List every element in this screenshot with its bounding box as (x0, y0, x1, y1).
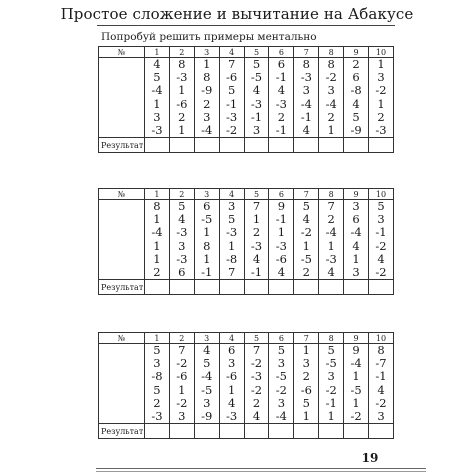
number-cell: 4 (269, 84, 294, 97)
number-cell: 2 (344, 58, 369, 72)
number-row (99, 124, 394, 138)
number-cell: 2 (145, 397, 170, 410)
number-cell: -3 (244, 240, 269, 253)
instruction-text: Попробуй решить примеры ментально (101, 31, 317, 43)
result-label: Результат (99, 424, 145, 439)
result-answer-cell[interactable] (319, 424, 344, 439)
column-number: 9 (344, 47, 369, 58)
number-cell: 2 (294, 370, 319, 383)
number-cell: -1 (369, 226, 394, 239)
number-cell: -8 (145, 370, 170, 383)
column-number: 8 (319, 333, 344, 344)
number-cell: 6 (194, 200, 219, 214)
number-cell: 3 (294, 84, 319, 97)
number-cell: 1 (169, 84, 194, 97)
page-title: Простое сложение и вычитание на Абакусе (60, 5, 414, 23)
number-cell: 4 (145, 58, 170, 72)
number-cell: 4 (344, 98, 369, 111)
result-answer-cell[interactable] (219, 138, 244, 153)
number-cell: -7 (369, 357, 394, 370)
result-answer-cell[interactable] (344, 280, 369, 295)
number-cell: 3 (219, 200, 244, 214)
title-underline (97, 25, 395, 26)
number-cell: 3 (169, 240, 194, 253)
number-cell: 4 (194, 344, 219, 358)
number-cell: 5 (269, 344, 294, 358)
number-row (99, 226, 394, 239)
page-number: 19 (361, 451, 379, 465)
number-cell: -5 (244, 71, 269, 84)
result-label: Результат (99, 138, 145, 153)
number-cell: 1 (294, 344, 319, 358)
number-row (99, 410, 394, 424)
result-answer-cell[interactable] (344, 424, 369, 439)
row-label-cell (99, 266, 145, 280)
number-cell: -1 (244, 266, 269, 280)
number-cell: 6 (344, 213, 369, 226)
number-cell: 1 (319, 240, 344, 253)
result-answer-cell[interactable] (145, 424, 170, 439)
number-cell: 2 (145, 266, 170, 280)
number-cell: -2 (319, 71, 344, 84)
number-cell: -2 (169, 357, 194, 370)
number-cell: -3 (269, 98, 294, 111)
number-cell: 1 (319, 410, 344, 424)
result-answer-cell[interactable] (219, 424, 244, 439)
result-answer-cell[interactable] (194, 138, 219, 153)
number-cell: -1 (244, 111, 269, 124)
number-cell: -3 (169, 226, 194, 239)
number-cell: 9 (344, 344, 369, 358)
result-answer-cell[interactable] (145, 138, 170, 153)
number-row (99, 111, 394, 124)
column-number: 6 (269, 189, 294, 200)
number-cell: 4 (244, 84, 269, 97)
number-cell: -1 (319, 397, 344, 410)
number-cell: -9 (194, 84, 219, 97)
number-cell: -2 (369, 266, 394, 280)
number-cell: -3 (145, 410, 170, 424)
column-number: 1 (145, 47, 170, 58)
number-cell: 5 (344, 111, 369, 124)
result-answer-cell[interactable] (344, 138, 369, 153)
number-cell: 4 (244, 253, 269, 266)
number-cell: 4 (219, 397, 244, 410)
number-cell: -3 (244, 370, 269, 383)
number-cell: 5 (145, 71, 170, 84)
number-cell: 2 (169, 111, 194, 124)
number-cell: 5 (219, 213, 244, 226)
column-number: 4 (219, 189, 244, 200)
number-cell: 3 (145, 111, 170, 124)
result-answer-cell[interactable] (145, 280, 170, 295)
number-cell: 2 (244, 226, 269, 239)
column-number: 9 (344, 333, 369, 344)
number-cell: -2 (219, 124, 244, 138)
result-row (99, 280, 394, 295)
number-cell: 5 (219, 84, 244, 97)
row-label-cell (99, 213, 145, 226)
number-cell: 1 (219, 240, 244, 253)
number-cell: 7 (244, 344, 269, 358)
number-cell: 8 (319, 58, 344, 72)
number-cell: 8 (194, 71, 219, 84)
result-answer-cell[interactable] (194, 280, 219, 295)
number-row (99, 357, 394, 370)
number-cell: 1 (194, 253, 219, 266)
column-number: 2 (169, 47, 194, 58)
number-cell: -6 (219, 71, 244, 84)
number-cell: -4 (319, 98, 344, 111)
number-cell: 3 (369, 213, 394, 226)
number-cell: 3 (369, 410, 394, 424)
number-cell: 3 (319, 370, 344, 383)
result-answer-cell[interactable] (319, 138, 344, 153)
number-cell: 3 (269, 397, 294, 410)
result-answer-cell[interactable] (294, 280, 319, 295)
number-cell: 8 (194, 240, 219, 253)
number-cell: -9 (194, 410, 219, 424)
number-cell: 2 (194, 98, 219, 111)
row-label-cell (99, 71, 145, 84)
column-number: 1 (145, 333, 170, 344)
column-number: 6 (269, 333, 294, 344)
column-number: 7 (294, 333, 319, 344)
number-cell: -6 (219, 370, 244, 383)
row-label-cell (99, 384, 145, 397)
number-cell: -3 (169, 253, 194, 266)
number-cell: -4 (344, 226, 369, 239)
number-cell: -5 (294, 253, 319, 266)
number-row (99, 344, 394, 358)
result-row (99, 424, 394, 439)
number-cell: 1 (244, 213, 269, 226)
number-cell: -3 (219, 111, 244, 124)
number-sign-header: № (99, 189, 145, 200)
result-answer-cell[interactable] (294, 138, 319, 153)
number-cell: -6 (169, 98, 194, 111)
number-cell: 3 (344, 266, 369, 280)
number-cell: 1 (369, 98, 394, 111)
row-label-cell (99, 370, 145, 383)
number-cell: 6 (344, 71, 369, 84)
number-cell: 4 (294, 124, 319, 138)
number-row (99, 384, 394, 397)
number-cell: 5 (294, 200, 319, 214)
number-cell: -9 (344, 124, 369, 138)
footer-rule (96, 468, 426, 469)
number-cell: 3 (319, 84, 344, 97)
number-cell: -2 (294, 226, 319, 239)
number-cell: 4 (269, 266, 294, 280)
column-number: 3 (194, 47, 219, 58)
number-row (99, 71, 394, 84)
number-cell: 3 (369, 71, 394, 84)
number-row (99, 397, 394, 410)
number-cell: 1 (145, 240, 170, 253)
number-cell: -5 (319, 357, 344, 370)
column-number: 10 (369, 47, 394, 58)
number-cell: -6 (169, 370, 194, 383)
number-cell: 3 (269, 357, 294, 370)
number-row (99, 98, 394, 111)
column-number: 4 (219, 47, 244, 58)
number-cell: 1 (145, 253, 170, 266)
number-cell: 6 (169, 266, 194, 280)
result-answer-cell[interactable] (169, 424, 194, 439)
column-number: 7 (294, 189, 319, 200)
row-label-cell (99, 124, 145, 138)
number-cell: -5 (194, 213, 219, 226)
number-cell: -1 (269, 213, 294, 226)
number-row (99, 84, 394, 97)
exercise-table-3 (98, 332, 394, 439)
number-cell: -3 (169, 71, 194, 84)
number-cell: -3 (244, 98, 269, 111)
number-cell: 1 (294, 410, 319, 424)
row-label-cell (99, 98, 145, 111)
result-answer-cell[interactable] (294, 424, 319, 439)
column-number: 3 (194, 333, 219, 344)
number-cell: 7 (244, 200, 269, 214)
result-answer-cell[interactable] (169, 280, 194, 295)
column-number: 2 (169, 333, 194, 344)
column-number: 9 (344, 189, 369, 200)
number-row (99, 266, 394, 280)
header-row (99, 333, 394, 344)
number-cell: 5 (194, 357, 219, 370)
number-cell: -4 (344, 357, 369, 370)
row-label-cell (99, 344, 145, 358)
row-label-cell (99, 397, 145, 410)
footer-rule-secondary (96, 471, 426, 472)
column-number: 3 (194, 189, 219, 200)
result-answer-cell[interactable] (269, 280, 294, 295)
number-cell: 5 (145, 384, 170, 397)
number-cell: -1 (219, 98, 244, 111)
result-answer-cell[interactable] (244, 280, 269, 295)
number-cell: -2 (319, 384, 344, 397)
number-cell: 3 (145, 357, 170, 370)
number-cell: 1 (269, 226, 294, 239)
number-cell: 1 (169, 384, 194, 397)
number-row (99, 213, 394, 226)
number-cell: 7 (219, 266, 244, 280)
result-answer-cell[interactable] (369, 424, 394, 439)
number-cell: 1 (145, 213, 170, 226)
result-answer-cell[interactable] (269, 138, 294, 153)
number-cell: 3 (294, 357, 319, 370)
number-cell: 3 (194, 111, 219, 124)
number-cell: -4 (294, 98, 319, 111)
number-cell: 5 (369, 200, 394, 214)
number-cell: 5 (169, 200, 194, 214)
number-cell: -2 (169, 397, 194, 410)
header-row (99, 47, 394, 58)
number-cell: -1 (269, 71, 294, 84)
number-cell: 1 (294, 240, 319, 253)
exercise-table-2 (98, 188, 394, 295)
number-sign-header: № (99, 47, 145, 58)
number-cell: 1 (344, 253, 369, 266)
number-cell: 3 (169, 410, 194, 424)
number-cell: -3 (219, 410, 244, 424)
number-cell: 1 (169, 124, 194, 138)
column-number: 10 (369, 333, 394, 344)
number-cell: -3 (369, 124, 394, 138)
number-cell: -8 (219, 253, 244, 266)
number-cell: 4 (244, 410, 269, 424)
number-sign-header: № (99, 333, 145, 344)
number-cell: -5 (269, 370, 294, 383)
number-cell: 7 (219, 58, 244, 72)
number-cell: -1 (269, 124, 294, 138)
number-cell: -2 (369, 397, 394, 410)
row-label-cell (99, 357, 145, 370)
number-cell: -4 (269, 410, 294, 424)
number-row (99, 58, 394, 72)
row-label-cell (99, 200, 145, 214)
result-answer-cell[interactable] (194, 424, 219, 439)
column-number: 5 (244, 47, 269, 58)
result-answer-cell[interactable] (269, 424, 294, 439)
number-cell: 9 (269, 200, 294, 214)
column-number: 4 (219, 333, 244, 344)
number-cell: -3 (294, 71, 319, 84)
column-number: 1 (145, 189, 170, 200)
result-answer-cell[interactable] (169, 138, 194, 153)
number-cell: 1 (219, 384, 244, 397)
number-cell: 4 (169, 213, 194, 226)
number-cell: -3 (219, 226, 244, 239)
number-cell: 4 (319, 266, 344, 280)
header-row (99, 189, 394, 200)
column-number: 8 (319, 189, 344, 200)
number-cell: -1 (294, 111, 319, 124)
number-cell: 4 (344, 240, 369, 253)
number-cell: 1 (319, 124, 344, 138)
number-cell: -4 (145, 226, 170, 239)
number-cell: -2 (244, 357, 269, 370)
column-number: 6 (269, 47, 294, 58)
result-answer-cell[interactable] (319, 280, 344, 295)
number-cell: -2 (244, 384, 269, 397)
row-label-cell (99, 410, 145, 424)
number-cell: 4 (369, 253, 394, 266)
number-cell: -6 (294, 384, 319, 397)
number-cell: 1 (344, 370, 369, 383)
number-cell: 7 (319, 200, 344, 214)
column-number: 5 (244, 189, 269, 200)
number-row (99, 253, 394, 266)
number-cell: 2 (319, 213, 344, 226)
result-row (99, 138, 394, 153)
number-cell: -1 (369, 370, 394, 383)
number-cell: 5 (294, 397, 319, 410)
number-cell: 2 (269, 111, 294, 124)
row-label-cell (99, 226, 145, 239)
number-cell: 8 (145, 200, 170, 214)
number-cell: 1 (344, 397, 369, 410)
number-cell: 3 (219, 357, 244, 370)
number-row (99, 370, 394, 383)
result-answer-cell[interactable] (244, 138, 269, 153)
number-cell: 4 (294, 213, 319, 226)
number-cell: 2 (319, 111, 344, 124)
result-answer-cell[interactable] (369, 280, 394, 295)
number-cell: -2 (369, 240, 394, 253)
column-number: 8 (319, 47, 344, 58)
exercise-table-1 (98, 46, 394, 153)
number-cell: 8 (294, 58, 319, 72)
number-cell: 3 (344, 200, 369, 214)
column-number: 2 (169, 189, 194, 200)
number-cell: -4 (145, 84, 170, 97)
column-number: 7 (294, 47, 319, 58)
number-cell: 1 (145, 98, 170, 111)
number-cell: 8 (169, 58, 194, 72)
column-number: 5 (244, 333, 269, 344)
number-cell: -6 (269, 253, 294, 266)
number-row (99, 200, 394, 214)
column-number: 10 (369, 189, 394, 200)
row-label-cell (99, 240, 145, 253)
number-cell: 6 (269, 58, 294, 72)
number-cell: 8 (369, 344, 394, 358)
number-cell: 1 (369, 58, 394, 72)
number-cell: -4 (194, 370, 219, 383)
number-cell: 7 (169, 344, 194, 358)
number-cell: 4 (369, 384, 394, 397)
number-cell: -2 (344, 410, 369, 424)
result-answer-cell[interactable] (219, 280, 244, 295)
number-cell: -2 (369, 84, 394, 97)
number-cell: 5 (244, 58, 269, 72)
row-label-cell (99, 253, 145, 266)
number-cell: 2 (244, 397, 269, 410)
number-cell: 5 (319, 344, 344, 358)
number-cell: -3 (319, 253, 344, 266)
number-cell: 2 (294, 266, 319, 280)
number-cell: -3 (145, 124, 170, 138)
row-label-cell (99, 111, 145, 124)
number-cell: -3 (269, 240, 294, 253)
number-cell: -2 (269, 384, 294, 397)
number-cell: 6 (219, 344, 244, 358)
number-row (99, 240, 394, 253)
number-cell: 3 (194, 397, 219, 410)
result-label: Результат (99, 280, 145, 295)
result-answer-cell[interactable] (369, 138, 394, 153)
number-cell: -4 (319, 226, 344, 239)
number-cell: 3 (244, 124, 269, 138)
number-cell: -5 (194, 384, 219, 397)
number-cell: -1 (194, 266, 219, 280)
number-cell: 5 (145, 344, 170, 358)
number-cell: -5 (344, 384, 369, 397)
row-label-cell (99, 84, 145, 97)
number-cell: -8 (344, 84, 369, 97)
number-cell: 2 (369, 111, 394, 124)
result-answer-cell[interactable] (244, 424, 269, 439)
number-cell: 1 (194, 58, 219, 72)
row-label-cell (99, 58, 145, 72)
number-cell: -4 (194, 124, 219, 138)
number-cell: 1 (194, 226, 219, 239)
